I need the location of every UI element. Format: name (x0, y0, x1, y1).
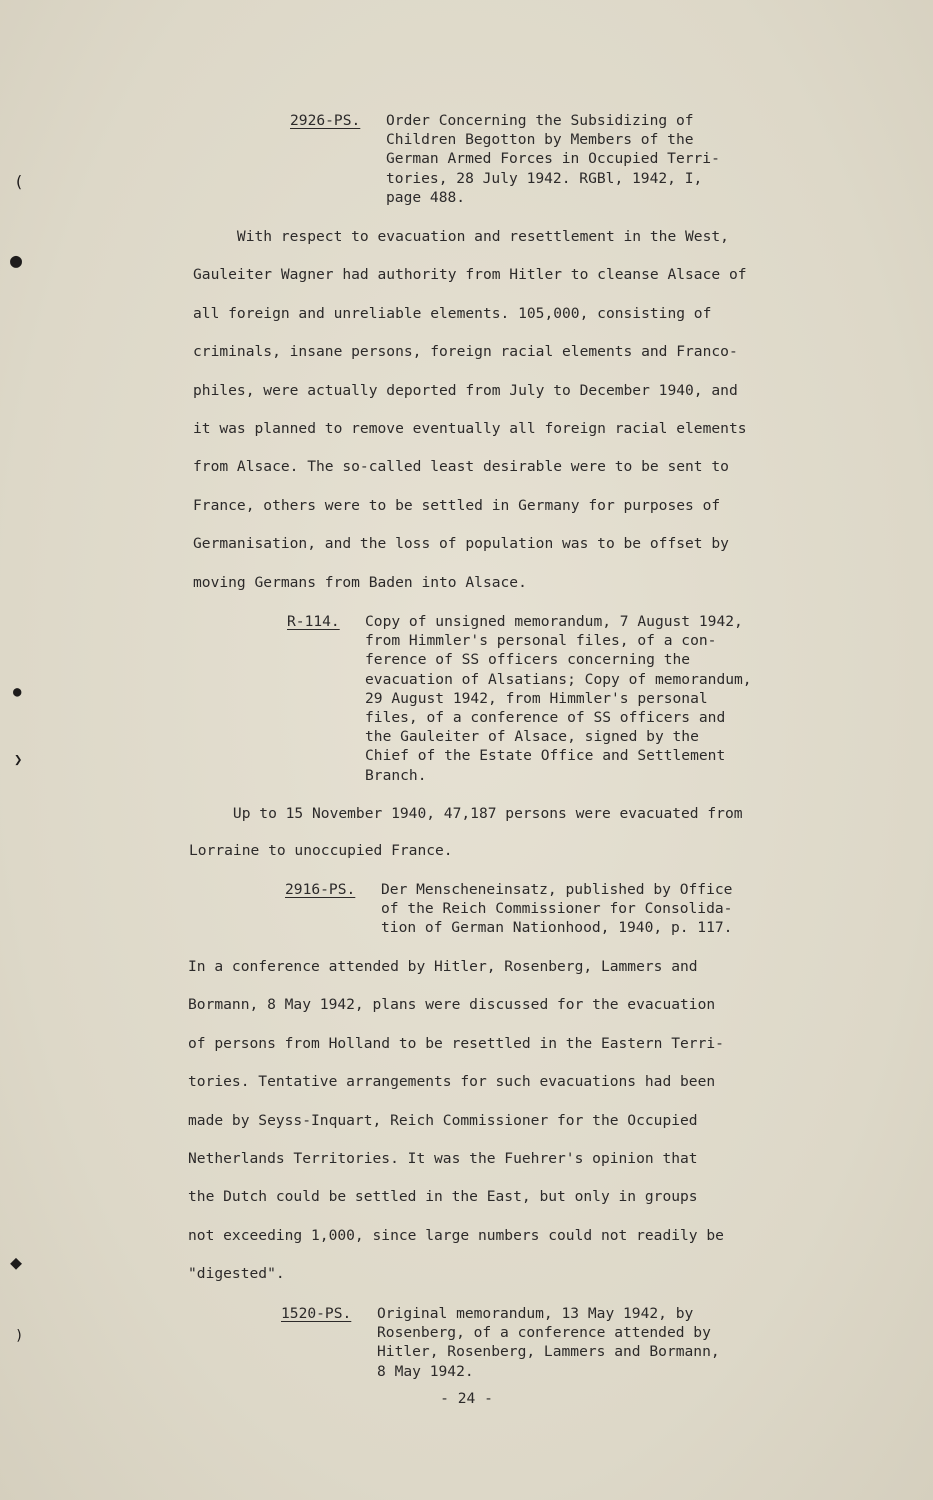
citation-line: Rosenberg, of a conference attended by (377, 1324, 711, 1342)
paragraph-line: "digested". (188, 1265, 285, 1283)
paragraph-line: Up to 15 November 1940, 47,187 persons were evacuated from (189, 805, 743, 822)
binder-hole-mark: ● (13, 684, 22, 700)
citation-line: of the Reich Commissioner for Consolida- (381, 900, 733, 918)
paragraph-line: it was planned to remove eventually all foreign racial elements (193, 419, 747, 437)
citation-line: Hitler, Rosenberg, Lammers and Bormann, (377, 1343, 720, 1361)
citation-description (386, 111, 720, 207)
paragraph-line: tories. Tentative arrangements for such evacuations had been (188, 1073, 716, 1091)
citation-line: German Armed Forces in Occupied Terri- (386, 150, 720, 168)
paragraph-line: Netherlands Territories. It was the Fuehrer's opinion that (188, 1149, 698, 1167)
citation-line: ference of SS officers concerning the (365, 651, 691, 669)
citation-line: tion of German Nationhood, 1940, p. 117. (381, 919, 733, 937)
binder-hole-mark: ) (15, 1328, 24, 1344)
citation-line: Children Begotton by Members of the (386, 131, 694, 149)
paragraph-line: Lorraine to unoccupied France. (189, 842, 453, 859)
citation-reference: 1520-PS. (281, 1305, 352, 1322)
paragraph-line: Germanisation, and the loss of population was to be offset by (193, 535, 729, 553)
citation-reference: R-114. (287, 613, 340, 630)
paragraph-line: of persons from Holland to be resettled in the Eastern Terri- (188, 1034, 724, 1052)
citation-reference: 2926-PS. (290, 112, 361, 129)
citation-description (365, 612, 752, 785)
citation-reference: 2916-PS. (285, 881, 356, 898)
citation-line: page 488. (386, 188, 466, 206)
citation-line: Chief of the Estate Office and Settlement (365, 747, 726, 765)
citation-line: Original memorandum, 13 May 1942, by (377, 1305, 694, 1322)
binder-hole-mark: ( (14, 172, 24, 191)
body-paragraph (193, 227, 747, 592)
paragraph-line: from Alsace. The so-called least desirable were to be sent to (193, 458, 729, 476)
citation-line: Order Concerning the Subsidizing of (386, 112, 694, 129)
citation-line: 8 May 1942. (377, 1362, 474, 1380)
citation-line: Branch. (365, 766, 427, 784)
paragraph-line: With respect to evacuation and resettlement in the West, (193, 228, 729, 245)
citation-line: tories, 28 July 1942. RGBl, 1942, I, (386, 169, 703, 187)
citation-line: 29 August 1942, from Himmler's personal (365, 689, 708, 707)
binder-hole-mark: ❯ (14, 752, 23, 768)
citation-description (381, 880, 732, 938)
paragraph-line: Gauleiter Wagner had authority from Hitler to cleanse Alsace of (193, 266, 747, 284)
body-paragraph (188, 957, 724, 1283)
paragraph-line: philes, were actually deported from July to December 1940, and (193, 381, 738, 399)
citation-line: Copy of unsigned memorandum, 7 August 1942, (365, 613, 743, 630)
paragraph-line: moving Germans from Baden into Alsace. (193, 573, 527, 591)
paragraph-line: all foreign and unreliable elements. 105,000, consisting of (193, 304, 712, 322)
body-paragraph (189, 804, 743, 860)
citation-line: the Gauleiter of Alsace, signed by the (365, 728, 699, 746)
binder-hole-mark: ● (10, 248, 23, 272)
paragraph-line: made by Seyss-Inquart, Reich Commissioner for the Occupied (188, 1111, 698, 1129)
citation-line: Der Menscheneinsatz, published by Office (381, 881, 733, 898)
binder-hole-mark: ◆ (10, 1250, 23, 1274)
citation-line: from Himmler's personal files, of a con- (365, 632, 717, 650)
citation-line: files, of a conference of SS officers and (365, 709, 726, 727)
paragraph-line: France, others were to be settled in Germany for purposes of (193, 496, 721, 514)
citation-description (377, 1304, 720, 1381)
paragraph-line: criminals, insane persons, foreign racial elements and Franco- (193, 343, 738, 361)
paragraph-line: the Dutch could be settled in the East, but only in groups (188, 1188, 698, 1206)
page-number: - 24 - (440, 1390, 493, 1407)
paragraph-line: not exceeding 1,000, since large numbers could not readily be (188, 1226, 724, 1244)
citation-line: evacuation of Alsatians; Copy of memorandum, (365, 670, 752, 688)
paragraph-line: Bormann, 8 May 1942, plans were discussed for the evacuation (188, 996, 716, 1014)
paragraph-line: In a conference attended by Hitler, Rosenberg, Lammers and (188, 958, 698, 975)
